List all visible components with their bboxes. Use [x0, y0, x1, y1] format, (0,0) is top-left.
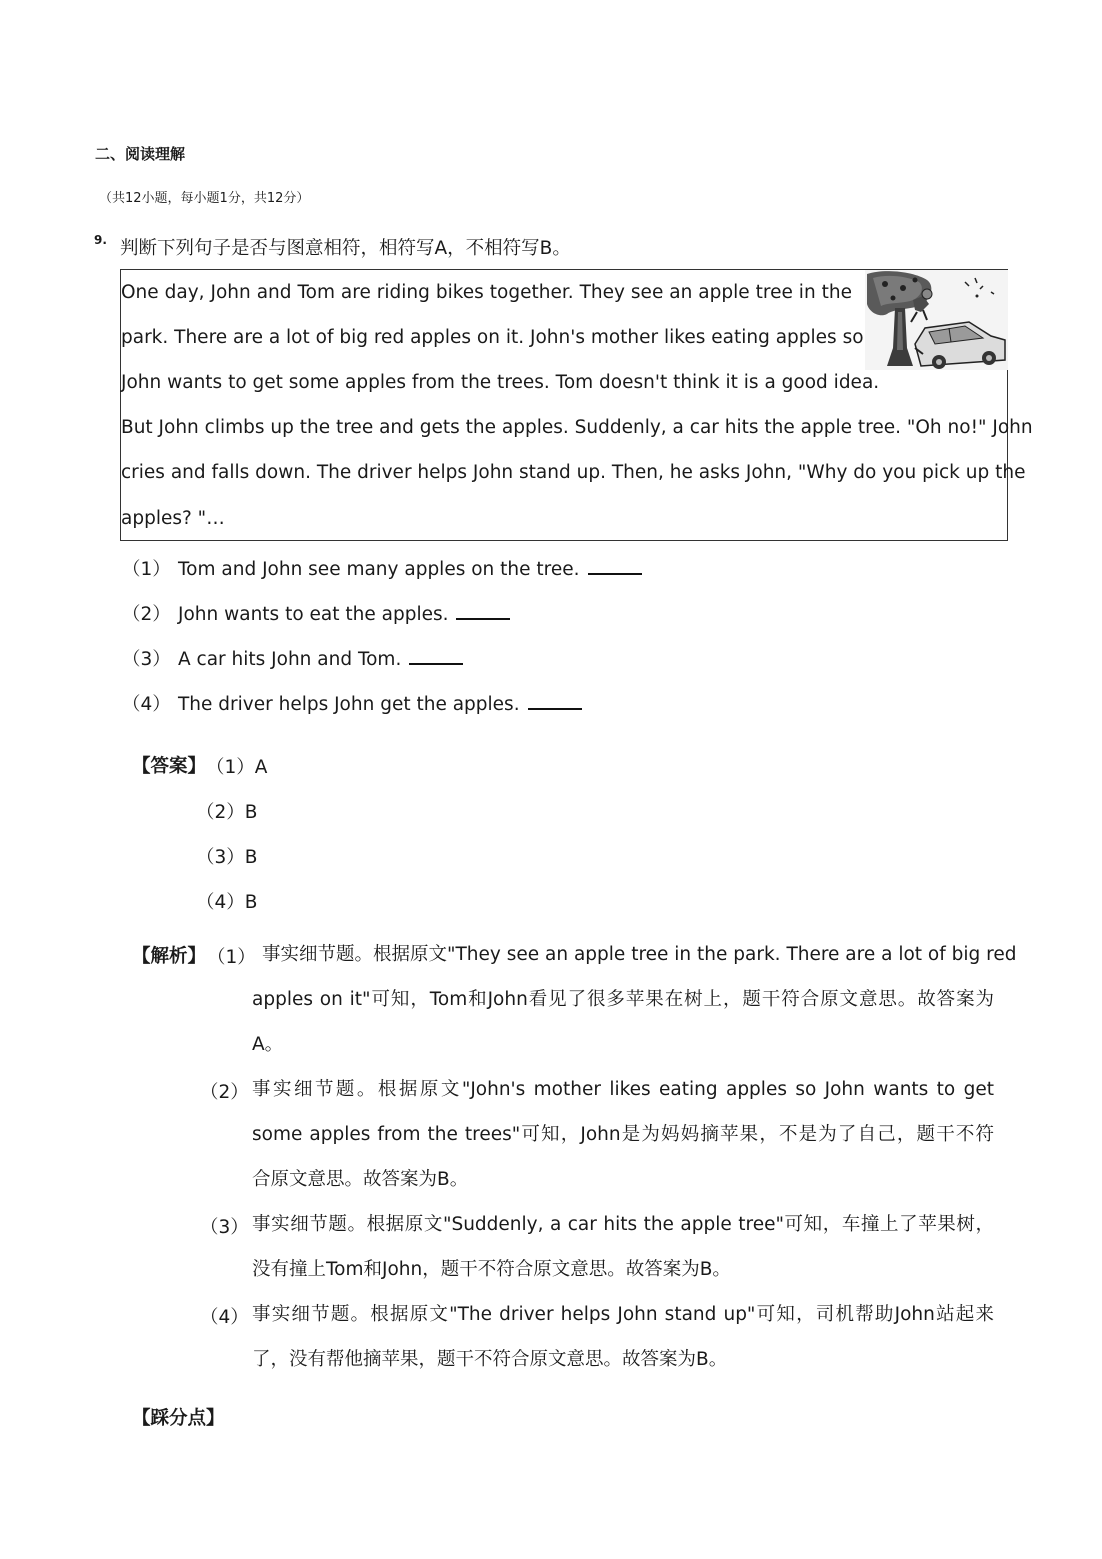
passage-line: One day, John and Tom are riding bikes together. They see an apple tree in the	[121, 282, 852, 303]
sub-question-text: Tom and John see many apples on the tree.	[178, 559, 580, 580]
analysis-item-text	[252, 1067, 994, 1202]
sub-question-number: （4）	[122, 694, 171, 715]
sub-question-number: （2）	[122, 604, 171, 625]
passage-line: But John climbs up the tree and gets the apples. Suddenly, a car hits the apple tree. "Oh no!" John	[121, 417, 1033, 438]
tree-car-illustration	[865, 270, 1008, 370]
sub-question	[122, 600, 510, 626]
analysis-line: 了，没有帮他摘苹果，题干不符合原文意思。故答案为B。	[252, 1349, 728, 1370]
analysis-item-text	[252, 1202, 994, 1292]
sub-question-number: （1）	[122, 559, 171, 580]
passage-line: apples? "…	[121, 508, 225, 529]
passage-line: John wants to get some apples from the trees. Tom doesn't think it is a good idea.	[121, 372, 880, 393]
answer-heading: 【答案】	[132, 756, 207, 777]
sub-question-text: A car hits John and Tom.	[178, 649, 402, 670]
analysis-line: A。	[252, 1034, 284, 1055]
section-note: （共12小题，每小题1分，共12分）	[99, 191, 310, 206]
analysis-item-text	[252, 1292, 994, 1382]
answer-blank[interactable]	[409, 662, 463, 665]
analysis-item-number: （1）	[207, 947, 256, 968]
answer-item: （3）B	[196, 847, 258, 868]
passage-line: park. There are a lot of big red apples on it. John's mother likes eating apples so	[121, 327, 864, 348]
score-points-heading: 【踩分点】	[132, 1408, 225, 1429]
analysis-line: 事实细节题。根据原文"Suddenly, a car hits the apple tree"可知，车撞上了苹果树，	[252, 1214, 994, 1235]
analysis-item-text	[252, 932, 1017, 1067]
sub-question	[122, 645, 463, 671]
answer-item: （4）B	[196, 892, 258, 913]
analysis-line: 合原文意思。故答案为B。	[252, 1169, 469, 1190]
analysis-heading: 【解析】	[132, 946, 207, 967]
sub-question-text: The driver helps John get the apples.	[178, 694, 520, 715]
analysis-line: some apples from the trees"可知，John是为妈妈摘苹果，不是为了自己，题干不符	[252, 1124, 994, 1145]
analysis-line: 事实细节题。根据原文"They see an apple tree in the park. There are a lot of big red	[262, 944, 1017, 965]
analysis-item-number: （4）	[200, 1307, 249, 1328]
passage-line: cries and falls down. The driver helps John stand up. Then, he asks John, "Why do you pick up the	[121, 462, 1026, 483]
question-stem: 判断下列句子是否与图意相符，相符写A，不相符写B。	[120, 238, 571, 259]
analysis-line: 没有撞上Tom和John，题干不符合原文意思。故答案为B。	[252, 1259, 731, 1280]
sub-question	[122, 555, 642, 581]
question-number: 9.	[94, 233, 107, 247]
sub-question-text: John wants to eat the apples.	[178, 604, 449, 625]
answer-blank[interactable]	[528, 707, 582, 710]
sub-question	[122, 690, 582, 716]
answer-blank[interactable]	[456, 617, 510, 620]
section-title: 二、阅读理解	[95, 145, 186, 163]
answer-item: （1）A	[206, 757, 268, 778]
sub-question-number: （3）	[122, 649, 171, 670]
analysis-item-number: （2）	[200, 1082, 249, 1103]
analysis-item-number: （3）	[200, 1217, 249, 1238]
reading-passage-box	[120, 269, 1033, 541]
analysis-line: 事实细节题。根据原文"The driver helps John stand up"可知，司机帮助John站起来	[252, 1304, 994, 1325]
answer-blank[interactable]	[588, 572, 642, 575]
answer-item: （2）B	[196, 802, 258, 823]
analysis-line: 事实细节题。根据原文"John's mother likes eating apples so John wants to get	[252, 1079, 994, 1100]
analysis-line: apples on it"可知，Tom和John看见了很多苹果在树上，题干符合原文意思。故答案为	[252, 989, 994, 1010]
